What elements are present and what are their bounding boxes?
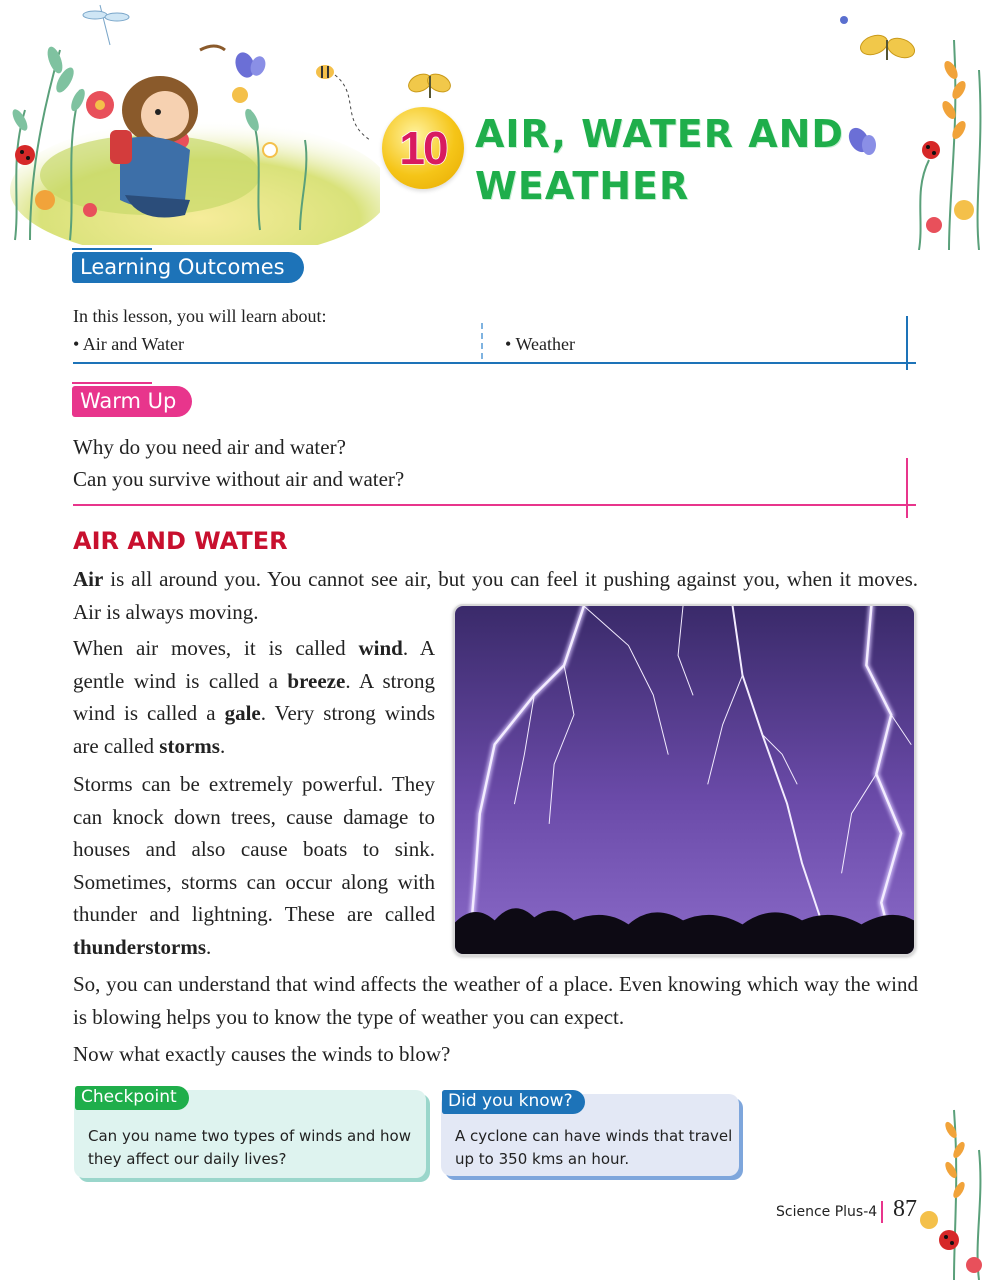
chapter-title-line2: WEATHER <box>475 164 690 208</box>
divider <box>906 458 908 518</box>
chapter-title <box>475 108 875 212</box>
paragraph: Now what exactly causes the winds to blow? <box>73 1042 451 1066</box>
chapter-title-line1: AIR, WATER AND <box>475 112 844 156</box>
paragraph <box>73 632 435 762</box>
paragraph: So, you can understand that wind affects the weather of a place. Even knowing which way the wind is blowing helps you to know the type of weather you can expect. <box>73 972 918 1029</box>
girl-garden-illustration <box>0 0 380 245</box>
bold-term: Air <box>73 567 104 591</box>
section-heading: AIR AND WATER <box>73 527 288 555</box>
bold-term: thunderstorms <box>73 934 207 959</box>
learning-outcomes-intro: In this lesson, you will learn about: <box>73 306 327 326</box>
butterfly-icon <box>858 32 917 61</box>
learning-outcome-item: • Weather <box>505 334 575 354</box>
warm-up-question: Can you survive without air and water? <box>73 467 405 491</box>
chapter-number: 10 <box>399 122 447 174</box>
checkpoint-label: Checkpoint <box>75 1086 189 1110</box>
divider <box>73 504 916 506</box>
warm-up-label: Warm Up <box>72 386 192 417</box>
bold-term: breeze <box>287 668 346 693</box>
divider <box>881 1201 883 1223</box>
did-you-know-text: A cyclone can have winds that travel up to 350 kms an hour. <box>455 1127 733 1168</box>
chapter-number-badge <box>382 107 464 189</box>
paragraph-text: . A gentle wind is called a <box>73 636 435 693</box>
paragraph-text: When air moves, it is called <box>73 636 359 660</box>
bold-term: wind <box>358 636 403 660</box>
paragraph-text: . <box>206 934 212 959</box>
flower-icon <box>899 1100 989 1280</box>
divider <box>481 323 483 359</box>
footer-book-title: Science Plus-4 <box>776 1204 878 1220</box>
warm-up-question: Why do you need air and water? <box>73 435 346 459</box>
butterfly-icon <box>405 68 455 108</box>
dragonfly-icon <box>83 5 129 45</box>
learning-outcome-item: • Air and Water <box>73 334 184 354</box>
butterfly-icon <box>232 50 268 81</box>
ladybug-icon <box>939 1230 959 1250</box>
paragraph-text: is all around you. You cannot see air, but you can feel it pushing against you, when it moves. Air is always moving. <box>73 567 918 624</box>
lightning-photo <box>453 604 916 956</box>
ladybug-icon <box>15 145 35 165</box>
learning-outcomes-label: Learning Outcomes <box>72 252 301 283</box>
checkpoint-text: Can you name two types of winds and how they affect our daily lives? <box>88 1127 411 1168</box>
paragraph-text: . A strong wind is called a <box>73 668 435 725</box>
ladybug-icon <box>922 141 940 159</box>
bold-term: gale <box>224 701 261 725</box>
paragraph-text: . Very strong winds are called <box>73 701 435 758</box>
divider <box>906 316 908 370</box>
did-you-know-label: Did you know? <box>442 1090 585 1114</box>
paragraph-text: . <box>219 733 226 758</box>
paragraph <box>73 768 435 963</box>
bee-icon <box>316 65 370 140</box>
bold-term: storms <box>159 733 220 758</box>
divider <box>73 362 916 364</box>
page-number: 87 <box>893 1196 917 1222</box>
paragraph-text: Storms can be extremely powerful. They can knock down trees, cause damage to houses and also cause boats to sink. Sometimes, storms can occur along with thunder and lightning. These are called <box>73 772 435 926</box>
